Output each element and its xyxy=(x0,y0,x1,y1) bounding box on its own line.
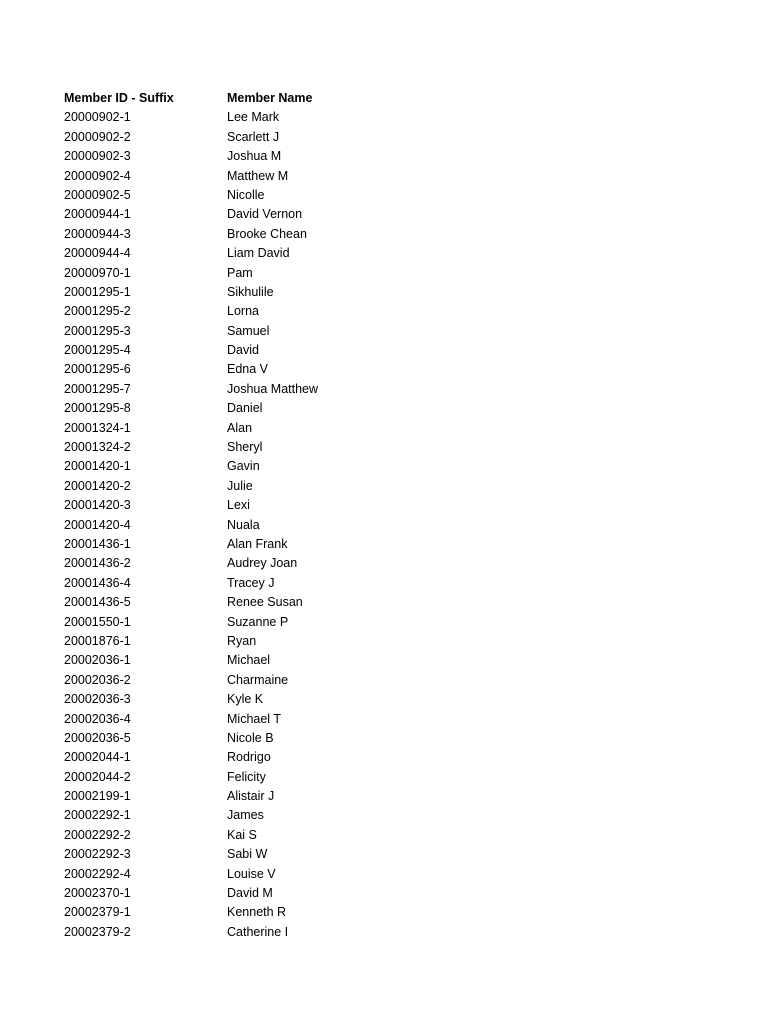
member-id-cell: 20001876-1 xyxy=(64,633,131,648)
table-row xyxy=(64,806,427,825)
table-row xyxy=(64,710,427,729)
table-row xyxy=(64,845,427,864)
table-row xyxy=(64,225,427,244)
member-name-cell: Daniel xyxy=(227,401,263,416)
member-id-cell: 20001324-2 xyxy=(64,440,131,455)
member-name-cell: Felicity xyxy=(227,769,266,784)
member-id-cell: 20001295-7 xyxy=(64,381,131,396)
member-name-cell: Kai S xyxy=(227,827,257,842)
column-header-member-id: Member ID - Suffix xyxy=(64,91,174,105)
member-name-cell: Louise V xyxy=(227,866,276,881)
member-id-cell: 20001324-1 xyxy=(64,420,131,435)
member-name-cell: Brooke Chean xyxy=(227,226,307,241)
table-row xyxy=(64,264,427,283)
member-name-cell: Pam xyxy=(227,265,253,280)
table-row xyxy=(64,477,427,496)
member-id-cell: 20000902-1 xyxy=(64,110,131,125)
member-id-cell: 20002036-1 xyxy=(64,653,131,668)
member-id-cell: 20002199-1 xyxy=(64,789,131,804)
member-id-cell: 20002370-1 xyxy=(64,886,131,901)
member-name-cell: Nicole B xyxy=(227,730,274,745)
member-name-cell: James xyxy=(227,808,264,823)
table-row xyxy=(64,554,427,573)
member-id-cell: 20000944-1 xyxy=(64,207,131,222)
member-name-cell: Sikhulile xyxy=(227,284,274,299)
member-name-cell: Renee Susan xyxy=(227,595,303,610)
member-id-cell: 20000944-3 xyxy=(64,226,131,241)
table-row xyxy=(64,671,427,690)
member-name-cell: Charmaine xyxy=(227,672,289,687)
member-id-cell: 20002044-2 xyxy=(64,769,131,784)
table-row xyxy=(64,748,427,767)
member-id-cell: 20002036-5 xyxy=(64,730,131,745)
table-body xyxy=(64,108,427,942)
member-id-cell: 20001436-1 xyxy=(64,536,131,551)
member-id-cell: 20001436-2 xyxy=(64,556,131,571)
table-row xyxy=(64,186,427,205)
table-row xyxy=(64,768,427,787)
member-name-cell: Ryan xyxy=(227,633,257,648)
member-id-cell: 20000902-4 xyxy=(64,168,131,183)
member-name-cell: Kyle K xyxy=(227,692,264,707)
member-id-cell: 20000944-4 xyxy=(64,246,131,261)
member-id-cell: 20002292-4 xyxy=(64,866,131,881)
member-name-cell: Alan xyxy=(227,420,253,435)
table-row xyxy=(64,632,427,651)
table-row xyxy=(64,826,427,845)
column-header-member-name: Member Name xyxy=(227,91,313,105)
member-id-cell: 20001550-1 xyxy=(64,614,131,629)
table-row xyxy=(64,690,427,709)
table-row xyxy=(64,147,427,166)
table-row xyxy=(64,419,427,438)
table-row xyxy=(64,884,427,903)
member-id-cell: 20002292-3 xyxy=(64,847,131,862)
member-name-cell: Gavin xyxy=(227,459,260,474)
table-row xyxy=(64,457,427,476)
table-row xyxy=(64,380,427,399)
table-row xyxy=(64,341,427,360)
member-id-cell: 20002036-2 xyxy=(64,672,131,687)
table-header-row xyxy=(64,89,427,108)
table-row xyxy=(64,613,427,632)
table-row xyxy=(64,205,427,224)
member-name-cell: Joshua Matthew xyxy=(227,381,319,396)
member-id-cell: 20001295-4 xyxy=(64,343,131,358)
member-id-cell: 20001436-4 xyxy=(64,575,131,590)
member-table xyxy=(64,89,427,942)
table-row xyxy=(64,535,427,554)
table-row xyxy=(64,128,427,147)
table-row xyxy=(64,438,427,457)
member-name-cell: Samuel xyxy=(227,323,270,338)
member-name-cell: Alan Frank xyxy=(227,536,288,551)
table-row xyxy=(64,574,427,593)
table-row xyxy=(64,651,427,670)
member-id-cell: 20002044-1 xyxy=(64,750,131,765)
member-id-cell: 20001420-2 xyxy=(64,478,131,493)
member-name-cell: Alistair J xyxy=(227,789,275,804)
table-row xyxy=(64,729,427,748)
table-row xyxy=(64,302,427,321)
member-id-cell: 20001295-2 xyxy=(64,304,131,319)
member-name-cell: Sabi W xyxy=(227,847,268,862)
member-name-cell: Michael xyxy=(227,653,271,668)
member-id-cell: 20001420-1 xyxy=(64,459,131,474)
member-id-cell: 20001295-1 xyxy=(64,284,131,299)
member-id-cell: 20001420-4 xyxy=(64,517,131,532)
member-name-cell: David Vernon xyxy=(227,207,303,222)
member-name-cell: Audrey Joan xyxy=(227,556,298,571)
member-id-cell: 20001295-6 xyxy=(64,362,131,377)
member-id-cell: 20002292-1 xyxy=(64,808,131,823)
member-id-cell: 20002036-3 xyxy=(64,692,131,707)
table-row xyxy=(64,399,427,418)
table-row xyxy=(64,496,427,515)
member-id-cell: 20001420-3 xyxy=(64,498,131,513)
member-name-cell: Lorna xyxy=(227,304,259,319)
table-row xyxy=(64,516,427,535)
member-id-cell: 20000902-3 xyxy=(64,149,131,164)
member-name-cell: David M xyxy=(227,886,273,901)
table-row xyxy=(64,923,427,942)
member-name-cell: Lexi xyxy=(227,498,250,513)
member-name-cell: Lee Mark xyxy=(227,110,280,125)
member-name-cell: Matthew M xyxy=(227,168,289,183)
member-id-cell: 20000902-5 xyxy=(64,187,131,202)
member-name-cell: Nuala xyxy=(227,517,260,532)
member-name-cell: Liam David xyxy=(227,246,290,261)
member-id-cell: 20002379-2 xyxy=(64,924,131,939)
table-row xyxy=(64,865,427,884)
member-name-cell: Nicolle xyxy=(227,187,265,202)
table-row xyxy=(64,167,427,186)
table-row xyxy=(64,283,427,302)
table-row xyxy=(64,108,427,127)
member-id-cell: 20001436-5 xyxy=(64,595,131,610)
member-name-cell: Scarlett J xyxy=(227,129,280,144)
member-name-cell: Tracey J xyxy=(227,575,275,590)
table-row xyxy=(64,244,427,263)
table-row xyxy=(64,903,427,922)
member-name-cell: Julie xyxy=(227,478,253,493)
member-name-cell: Kenneth R xyxy=(227,905,287,920)
member-id-cell: 20001295-3 xyxy=(64,323,131,338)
table-row xyxy=(64,787,427,806)
member-id-cell: 20002036-4 xyxy=(64,711,131,726)
member-id-cell: 20001295-8 xyxy=(64,401,131,416)
member-name-cell: Sheryl xyxy=(227,440,263,455)
table-row xyxy=(64,360,427,379)
member-id-cell: 20002292-2 xyxy=(64,827,131,842)
member-id-cell: 20000902-2 xyxy=(64,129,131,144)
table-row xyxy=(64,322,427,341)
member-name-cell: Joshua M xyxy=(227,149,282,164)
member-name-cell: Edna V xyxy=(227,362,269,377)
member-name-cell: Michael T xyxy=(227,711,281,726)
member-id-cell: 20000970-1 xyxy=(64,265,131,280)
member-id-cell: 20002379-1 xyxy=(64,905,131,920)
member-name-cell: David xyxy=(227,343,259,358)
member-name-cell: Suzanne P xyxy=(227,614,289,629)
member-name-cell: Rodrigo xyxy=(227,750,271,765)
member-name-cell: Catherine I xyxy=(227,924,289,939)
table-row xyxy=(64,593,427,612)
